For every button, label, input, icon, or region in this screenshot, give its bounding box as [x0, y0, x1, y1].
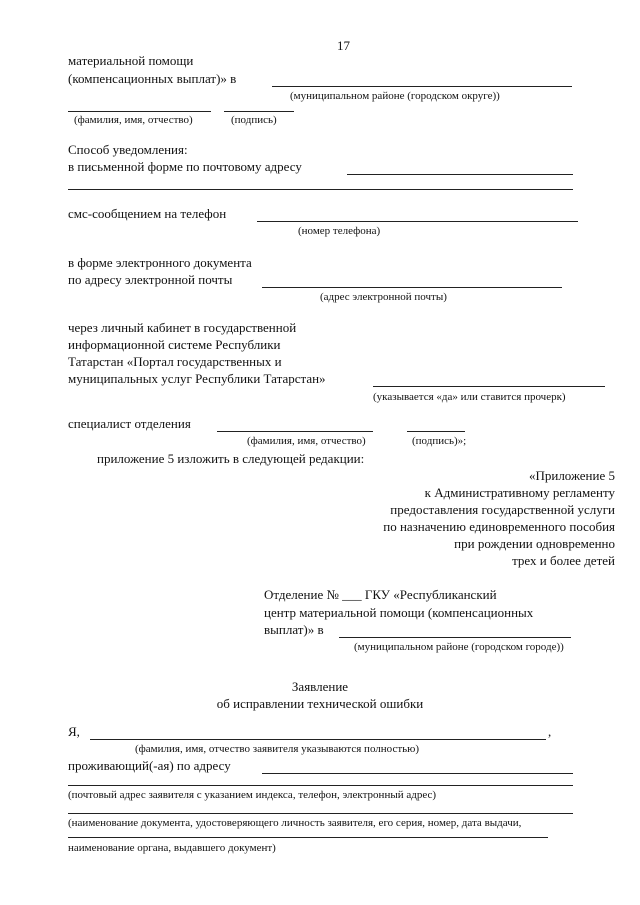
specialist-fio-caption: (фамилия, имя, отчество) [247, 435, 366, 447]
authority-caption: наименование органа, выдавшего документ) [68, 842, 276, 854]
cabinet-field-line [373, 386, 605, 387]
page-number: 17 [337, 38, 350, 53]
municipal-caption: (муниципальном районе (городском округе)) [290, 90, 500, 102]
address-caption: (почтовый адрес заявителя с указанием индекса, телефон, электронный адрес) [68, 789, 437, 801]
application-title: Заявление [291, 679, 349, 694]
address-field-line-2 [68, 785, 573, 786]
postal-label: в письменной форме по почтовому адресу [68, 159, 302, 174]
cabinet-line-4: муниципальных услуг Республики Татарстан» [68, 371, 326, 386]
applicant-fio-caption: (фамилия, имя, отчество заявителя указываются полностью) [135, 743, 420, 755]
document-caption: (наименование документа, удостоверяющего личность заявителя, его серия, номер, дата выдачи, [68, 817, 522, 829]
application-subtitle: об исправлении технической ошибки [216, 696, 424, 711]
specialist-signature-caption: (подпись)»; [412, 435, 467, 447]
appendix-line-4: по назначению единовременного пособия [383, 519, 615, 534]
signature-caption: (подпись) [231, 114, 277, 126]
authority-field-line [68, 837, 548, 838]
cabinet-caption: (указывается «да» или ставится прочерк) [373, 391, 566, 403]
cabinet-line-3: Татарстан «Портал государственных и [68, 354, 282, 369]
email-caption: (адрес электронной почты) [320, 291, 447, 303]
appendix-line-1: «Приложение 5 [528, 468, 615, 483]
appendix-line-5: при рождении одновременно [454, 536, 615, 551]
applicant-fio-line [90, 739, 546, 740]
municipal-field-line [272, 86, 572, 87]
postal-field-line-2 [68, 189, 573, 190]
electronic-line-1: в форме электронного документа [68, 255, 252, 270]
phone-field-line [257, 221, 578, 222]
address-field-line [262, 773, 573, 774]
email-field-line [262, 287, 562, 288]
appendix-line-6: трех и более детей [512, 553, 615, 568]
cabinet-line-1: через личный кабинет в государственной [68, 320, 297, 335]
postal-field-line [347, 174, 573, 175]
document-field-line [68, 813, 573, 814]
header-line-1: материальной помощи [68, 53, 194, 68]
residing-label: проживающий(-ая) по адресу [68, 758, 231, 773]
addressee-line-2: центр материальной помощи (компенсационных [264, 605, 534, 620]
signature-field-line [224, 111, 294, 112]
cabinet-line-2: информационной системе Республики [68, 337, 281, 352]
i-label: Я, [68, 724, 80, 739]
addressee-line-1: Отделение № ___ ГКУ «Республиканский [264, 587, 497, 602]
i-end-comma: , [548, 724, 552, 739]
phone-caption: (номер телефона) [298, 225, 381, 237]
electronic-line-2: по адресу электронной почты [68, 272, 233, 287]
specialist-fio-line [217, 431, 373, 432]
specialist-signature-line [407, 431, 465, 432]
addressee-line-3: выплат)» в [264, 622, 324, 637]
appendix-line-2: к Административному регламенту [424, 485, 615, 500]
addressee-field-line [339, 637, 571, 638]
appendix-line-3: предоставления государственной услуги [390, 502, 615, 517]
notification-title: Способ уведомления: [68, 142, 188, 157]
amendment-text: приложение 5 изложить в следующей редакции: [97, 451, 365, 466]
sms-label: смс-сообщением на телефон [68, 206, 227, 221]
header-line-2: (компенсационных выплат)» в [68, 71, 237, 86]
fio-field-line [68, 111, 211, 112]
addressee-caption: (муниципальном районе (городском городе)) [354, 641, 564, 653]
fio-caption: (фамилия, имя, отчество) [74, 114, 193, 126]
specialist-label: специалист отделения [68, 416, 191, 431]
